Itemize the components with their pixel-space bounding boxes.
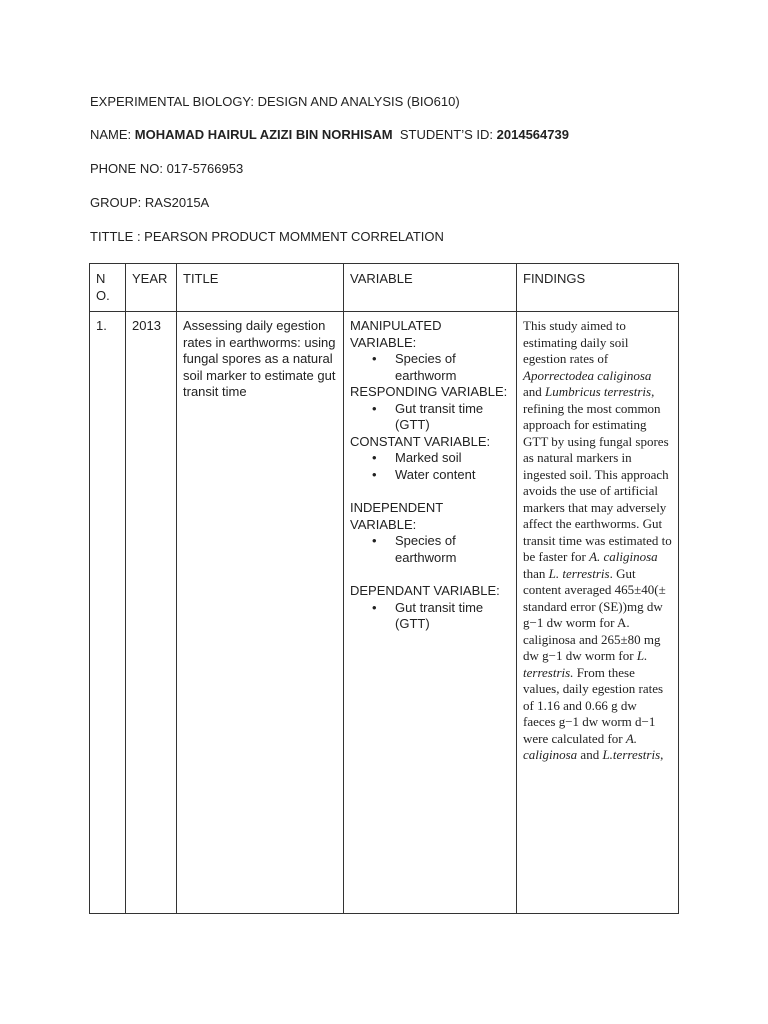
- cell-no: 1.: [90, 312, 126, 914]
- list-item: • Gut transit time (GTT): [395, 401, 510, 434]
- list-item: • Water content: [395, 467, 510, 484]
- cell-findings: [517, 312, 679, 914]
- cell-title: Assessing daily egestion rates in earthworms: using fungal spores as a natural soil marker to estimate gut transit time: [177, 312, 344, 914]
- findings-text: From these values, daily egestion rates of 1.16 and 0.66 g dw faeces g−1 dw worm d−1 were calculated for: [523, 664, 664, 746]
- species-name: A. caliginosa: [523, 730, 638, 762]
- manipulated-list: [350, 351, 510, 384]
- findings-text: and: [577, 747, 603, 762]
- list-item: • Species of earthworm: [395, 351, 510, 384]
- findings-table: [89, 263, 679, 914]
- independent-label: INDEPENDENT VARIABLE:: [350, 500, 443, 532]
- species-name: L. terrestris.: [523, 648, 648, 680]
- findings-text: and: [523, 384, 546, 399]
- list-item: • Marked soil: [395, 450, 510, 467]
- responding-list: [350, 401, 510, 434]
- manipulated-label: MANIPULATED VARIABLE:: [350, 318, 442, 350]
- cell-variable: [344, 312, 517, 914]
- findings-text: , refining the most common approach for estimating GTT by using fungal spores as natural markers in ingested soil. This approach avoids the use of artificial markers that may adversely affect the earthworms. Gut transit time was estimated to be faster for: [523, 384, 672, 564]
- findings-text: This study aimed to estimating daily soil egestion rates of: [523, 318, 629, 366]
- list-item: • Species of earthworm: [395, 533, 510, 566]
- findings-text: . Gut content averaged 465±40(± standard error (SE))mg dw g−1 dw worm for A. caliginosa and 265±80 mg dw g−1 dw worm for: [523, 565, 666, 663]
- spacer: [350, 566, 510, 583]
- findings-text: than: [523, 565, 549, 581]
- header-no: NO.: [90, 264, 126, 312]
- species-name: L. terrestris: [548, 565, 610, 581]
- group-line: GROUP: RAS2015A: [90, 195, 210, 210]
- phone-line: PHONE NO: 017-5766953: [90, 161, 244, 176]
- cell-year: 2013: [126, 312, 177, 914]
- course-heading: EXPERIMENTAL BIOLOGY: DESIGN AND ANALYSIS (BIO610): [90, 94, 460, 109]
- header-findings: FINDINGS: [517, 264, 679, 312]
- list-item: • Gut transit time (GTT): [395, 600, 510, 633]
- species-name: A. caliginosa: [589, 549, 658, 564]
- student-info-line: [90, 127, 569, 143]
- header-year: YEAR: [126, 264, 177, 312]
- student-id-value: 2014564739: [496, 127, 569, 142]
- species-name: Lumbricus terrestris: [545, 384, 652, 399]
- constant-list: [350, 450, 510, 483]
- student-id-label: STUDENT’S ID:: [399, 127, 497, 142]
- findings-text: ,: [660, 747, 664, 762]
- spacer: [350, 483, 510, 500]
- table-header-row: [90, 264, 679, 312]
- species-name: L.terrestris: [602, 747, 661, 762]
- report-title: TITTLE : PEARSON PRODUCT MOMMENT CORRELATION: [90, 229, 444, 244]
- dependant-label: DEPENDANT VARIABLE:: [350, 583, 500, 598]
- constant-label: CONSTANT VARIABLE:: [350, 433, 491, 449]
- name-label: NAME:: [90, 127, 135, 142]
- responding-label: RESPONDING VARIABLE:: [350, 384, 508, 399]
- header-variable: VARIABLE: [344, 264, 517, 312]
- independent-list: [350, 533, 510, 566]
- table-row: [90, 312, 679, 914]
- header-title: TITLE: [177, 264, 344, 312]
- student-name: MOHAMAD HAIRUL AZIZI BIN NORHISAM: [134, 127, 393, 142]
- dependant-list: [350, 600, 510, 633]
- species-name: Aporrectodea caliginosa: [523, 367, 652, 383]
